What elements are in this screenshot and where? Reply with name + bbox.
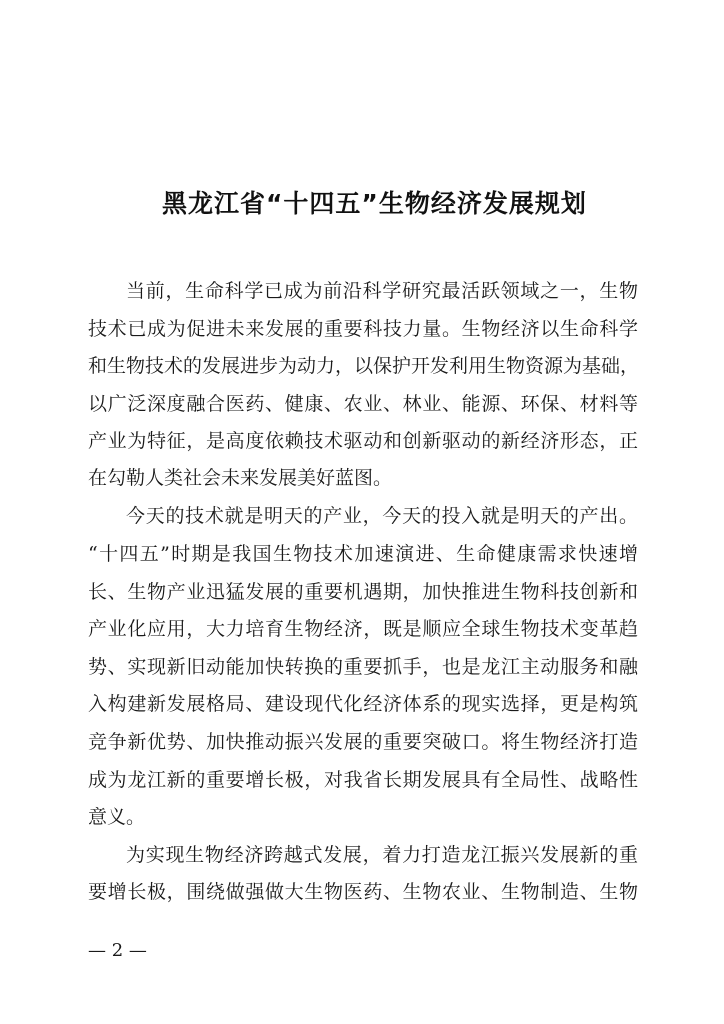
paragraph-line: 今天的技术就是明天的产业，今天的投入就是明天的产出。 xyxy=(126,505,638,527)
page-number: — 2 — xyxy=(88,940,147,961)
paragraph-line: “十四五”时期是我国生物技术加速演进、生命健康需求快速增 xyxy=(88,543,638,565)
paragraph-line: 成为龙江新的重要增长极，对我省长期发展具有全局性、战略性 xyxy=(88,769,638,791)
paragraph-line: 当前，生命科学已成为前沿科学研究最活跃领域之一，生物 xyxy=(126,280,638,302)
paragraph-line: 为实现生物经济跨越式发展，着力打造龙江振兴发展新的重 xyxy=(126,844,638,866)
paragraph-line: 意义。 xyxy=(88,806,146,828)
paragraph-line: 在勾勒人类社会未来发展美好蓝图。 xyxy=(88,467,393,489)
paragraph-line: 产业化应用，大力培育生物经济，既是顺应全球生物技术变革趋 xyxy=(88,618,638,640)
paragraph-line: 和生物技术的发展进步为动力，以保护开发利用生物资源为基础， xyxy=(88,355,640,377)
document-title: 黑龙江省“十四五”生物经济发展规划 xyxy=(162,189,587,218)
paragraph-line: 技术已成为促进未来发展的重要科技力量。生物经济以生命科学 xyxy=(88,318,638,340)
paragraph-line: 要增长极，围绕做强做大生物医药、生物农业、生物制造、生物 xyxy=(88,881,638,903)
paragraph-line: 长、生物产业迅猛发展的重要机遇期，加快推进生物科技创新和 xyxy=(88,581,638,603)
paragraph-line: 势、实现新旧动能加快转换的重要抓手，也是龙江主动服务和融 xyxy=(88,656,638,678)
paragraph-line: 入构建新发展格局、建设现代化经济体系的现实选择，更是构筑 xyxy=(88,693,638,715)
paragraph-line: 产业为特征，是高度依赖技术驱动和创新驱动的新经济形态，正 xyxy=(88,430,638,452)
paragraph-line: 以广泛深度融合医药、健康、农业、林业、能源、环保、材料等 xyxy=(88,393,638,415)
paragraph-line: 竞争新优势、加快推动振兴发展的重要突破口。将生物经济打造 xyxy=(88,731,638,753)
